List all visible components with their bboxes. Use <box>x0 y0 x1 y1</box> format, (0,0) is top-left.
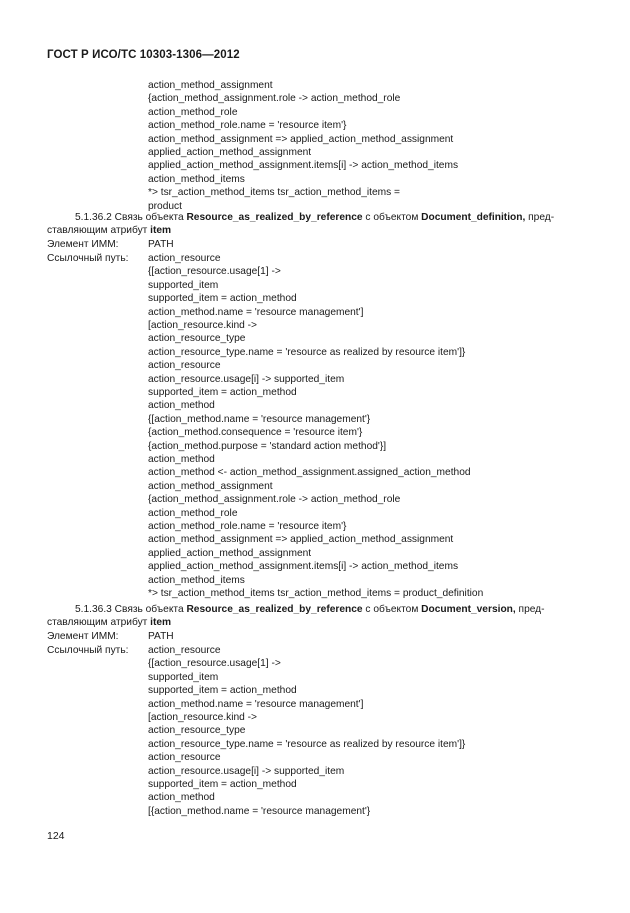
section-text: Связь объекта <box>111 212 187 223</box>
path-line: action_method_items <box>148 574 245 586</box>
section-text: пред- <box>515 604 545 615</box>
path-line: supported_item <box>148 279 219 291</box>
path-line: [action_resource.kind -> <box>148 320 258 331</box>
attribute-name: item <box>150 225 172 237</box>
path-line: *> tsr_action_method_items tsr_action_method_items = product_definition <box>148 588 484 599</box>
path-line: [{action_method.name = 'resource management'} <box>148 805 371 817</box>
path-line: {[action_method.name = 'resource management'} <box>148 413 371 425</box>
path-line: action_resource_type <box>148 333 246 345</box>
path-line: supported_item <box>148 671 219 683</box>
elem-value: PATH <box>148 239 174 250</box>
path-line: *> tsr_action_method_items tsr_action_method_items = <box>148 187 400 199</box>
path-line: {action_method_assignment.role -> action_method_role <box>148 494 401 506</box>
section-text: Связь объекта <box>111 604 187 615</box>
path-label: Ссылочный путь: <box>47 253 129 264</box>
path-line: action_resource <box>148 360 221 372</box>
path-line: action_method.name = 'resource management'] <box>148 306 364 318</box>
path-line: action_method_role.name = 'resource item'} <box>148 521 347 532</box>
section-text: ставляющим атрибут <box>47 617 151 629</box>
path-line: action_method_items <box>148 173 245 185</box>
path-line: {[action_resource.usage[1] -> <box>148 266 281 278</box>
path-line: action_method <- action_method_assignment.assigned_action_method <box>148 467 471 479</box>
path-line: {action_method.consequence = 'resource item'} <box>148 427 363 439</box>
path-line: product <box>148 200 182 212</box>
elem-value: PATH <box>148 631 174 642</box>
path-line: supported_item = action_method <box>148 779 297 790</box>
path-line: applied_action_method_assignment.items[i] -> action_method_items <box>148 160 459 172</box>
path-line: action_resource.usage[i] -> supported_item <box>148 373 345 385</box>
path-line: [action_resource.kind -> <box>148 712 258 723</box>
path-line: action_resource_type.name = 'resource as realized by resource item']} <box>148 346 466 358</box>
page-number: 124 <box>47 830 65 842</box>
section-heading-1 <box>47 211 587 238</box>
object-name: Resource_as_realized_by_reference <box>186 212 363 223</box>
path-line: action_method <box>148 792 215 804</box>
document-header: ГОСТ Р ИСО/ТС 10303-1306—2012 <box>47 49 240 61</box>
section-heading-2 <box>47 603 587 630</box>
section-number: 5.1.36.3 <box>75 604 112 615</box>
object-name: Document_definition, <box>421 212 526 223</box>
object-name: Document_version, <box>421 604 516 615</box>
object-name: Resource_as_realized_by_reference <box>186 604 363 615</box>
elem-label: Элемент ИММ: <box>47 239 119 250</box>
path-line: action_method_role.name = 'resource item'} <box>148 120 347 132</box>
path-line: supported_item = action_method <box>148 387 297 398</box>
path-line: action_method.name = 'resource management'] <box>148 698 364 710</box>
path-line: action_resource_type.name = 'resource as realized by resource item']} <box>148 738 466 750</box>
path-line: supported_item = action_method <box>148 293 297 305</box>
path-line: action_resource <box>148 752 221 764</box>
section-text: с объектом <box>362 604 422 615</box>
path-label: Ссылочный путь: <box>47 645 129 656</box>
section-text: пред- <box>525 212 555 223</box>
path-line: {[action_resource.usage[1] -> <box>148 658 281 670</box>
path-line: action_resource <box>148 645 221 656</box>
section-number: 5.1.36.2 <box>75 212 112 223</box>
path-line: action_method_assignment => applied_action_method_assignment <box>148 133 454 145</box>
path-line: action_method_assignment => applied_action_method_assignment <box>148 534 454 546</box>
attribute-name: item <box>150 617 172 629</box>
path-line: action_method <box>148 454 215 465</box>
path-line: action_method_assignment <box>148 80 273 91</box>
path-line: action_method_role <box>148 507 238 519</box>
path-line: applied_action_method_assignment <box>148 547 312 559</box>
path-line: action_resource.usage[i] -> supported_item <box>148 765 345 777</box>
section-text: ставляющим атрибут <box>47 225 151 237</box>
elem-label: Элемент ИММ: <box>47 631 119 642</box>
path-line: action_method_role <box>148 106 238 118</box>
path-line: supported_item = action_method <box>148 685 297 697</box>
path-line: {action_method.purpose = 'standard action method'}] <box>148 440 387 452</box>
path-line: applied_action_method_assignment.items[i] -> action_method_items <box>148 561 459 573</box>
path-line: {action_method_assignment.role -> action_method_role <box>148 93 401 105</box>
section-text: с объектом <box>362 212 422 223</box>
path-line: action_method <box>148 400 215 412</box>
path-line: applied_action_method_assignment <box>148 147 312 158</box>
path-line: action_method_assignment <box>148 480 273 492</box>
path-line: action_resource_type <box>148 725 246 737</box>
path-line: action_resource <box>148 253 221 264</box>
